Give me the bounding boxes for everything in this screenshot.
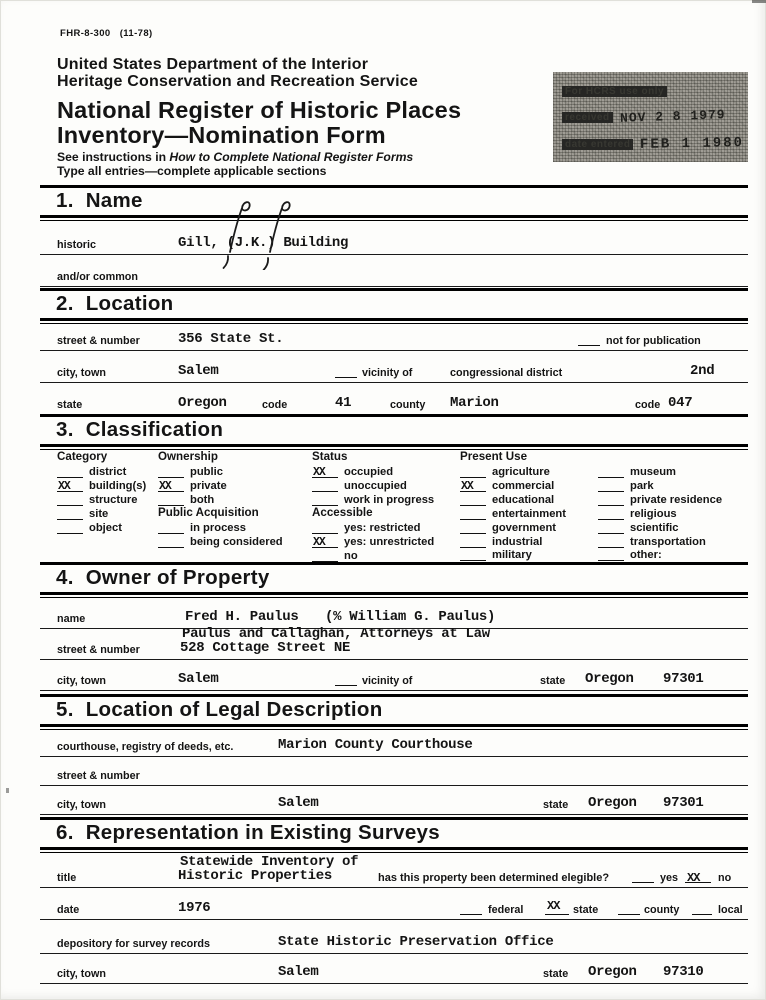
field-survey-city bbox=[40, 957, 748, 984]
present-use-column-2 bbox=[598, 450, 748, 561]
city-town-label: city, town bbox=[57, 367, 106, 379]
scan-artifact bbox=[6, 788, 9, 793]
form-title-line1: National Register of Historic Places bbox=[57, 97, 462, 123]
checkbox-mark: XX bbox=[159, 479, 171, 493]
section-3-header bbox=[40, 414, 748, 454]
survey-state-value: Oregon bbox=[588, 964, 637, 980]
checkbox-line bbox=[312, 550, 338, 562]
checkbox-item-private-residence bbox=[598, 492, 748, 506]
owner-street-line2: 528 Cottage Street NE bbox=[180, 640, 351, 656]
owner-street-label: street & number bbox=[57, 644, 140, 656]
checkbox-label: private bbox=[190, 479, 227, 492]
section-1-header bbox=[40, 185, 748, 225]
ownership-title: Ownership bbox=[158, 450, 218, 463]
local-checkbox bbox=[692, 904, 712, 915]
courthouse-label: courthouse, registry of deeds, etc. bbox=[57, 741, 234, 753]
checkbox-item-yes-unrestricted bbox=[312, 534, 458, 548]
owner-name-label: name bbox=[57, 613, 86, 625]
checkbox-label: agriculture bbox=[492, 466, 550, 479]
instructions-line2: Type all entries—complete applicable sections bbox=[57, 164, 327, 178]
eligibility-question: has this property been determined elegible? bbox=[378, 872, 610, 884]
present-use-title: Present Use bbox=[460, 450, 528, 463]
checkbox-label: government bbox=[492, 521, 557, 534]
checkbox-item-occupied bbox=[312, 464, 458, 478]
checkbox-label: structure bbox=[89, 493, 138, 506]
stamp-received-line bbox=[562, 107, 725, 125]
legal-city-value: Salem bbox=[278, 795, 319, 811]
checkbox-label: yes: unrestricted bbox=[344, 535, 435, 548]
checkbox-line bbox=[158, 494, 184, 506]
not-for-publication-label: not for publication bbox=[606, 335, 701, 347]
section-1-title: 1. Name bbox=[56, 189, 143, 212]
checkbox-line bbox=[158, 466, 184, 478]
section-5-title: 5. Location of Legal Description bbox=[56, 698, 383, 721]
checkbox-item-structure bbox=[57, 492, 157, 506]
checkbox-label: transportation bbox=[630, 535, 706, 548]
field-legal-street bbox=[40, 760, 748, 786]
federal-label: federal bbox=[488, 904, 524, 916]
section-3-title: 3. Classification bbox=[56, 418, 224, 441]
field-courthouse bbox=[40, 730, 748, 757]
checkbox-label: military bbox=[492, 549, 532, 562]
state-checkbox bbox=[545, 899, 569, 915]
checkbox-item-yes-restricted bbox=[312, 520, 458, 534]
historic-label: historic bbox=[57, 239, 96, 251]
status-column bbox=[312, 450, 458, 562]
section-rule bbox=[40, 215, 748, 225]
checkbox-line bbox=[57, 522, 83, 534]
checkbox-line bbox=[460, 494, 486, 506]
instructions-manual-title: How to Complete National Register Forms bbox=[169, 150, 414, 164]
stamp-received-date: NOV 2 8 1979 bbox=[619, 107, 726, 126]
agency-line1: United States Department of the Interior bbox=[57, 56, 369, 73]
checkbox-line bbox=[312, 522, 338, 534]
county-code-value: 047 bbox=[668, 395, 693, 411]
survey-title-label: title bbox=[57, 872, 77, 884]
owner-city-label: city, town bbox=[57, 675, 106, 687]
checkbox-label: yes: restricted bbox=[344, 521, 421, 534]
scan-artifact bbox=[752, 0, 766, 3]
checkbox-line bbox=[598, 494, 624, 506]
stamp-use-only-line bbox=[562, 81, 667, 99]
checkbox-line bbox=[460, 549, 486, 561]
checkbox-line bbox=[312, 494, 338, 506]
checkbox-label: no bbox=[344, 549, 358, 562]
congressional-district-value: 2nd bbox=[690, 363, 715, 379]
checkbox-line bbox=[312, 536, 338, 548]
checkbox-line bbox=[158, 480, 184, 492]
checkbox-line bbox=[312, 466, 338, 478]
historic-value: Gill, (J.K.) Building bbox=[178, 235, 349, 251]
checkbox-item-park bbox=[598, 478, 748, 492]
checkbox-label: commercial bbox=[492, 479, 555, 492]
checkbox-line bbox=[598, 466, 624, 478]
depository-label: depository for survey records bbox=[57, 938, 211, 950]
checkbox-label: object bbox=[89, 521, 122, 534]
courthouse-value: Marion County Courthouse bbox=[278, 737, 473, 753]
common-name-label: and/or common bbox=[57, 271, 138, 283]
checkbox-item-religious bbox=[598, 506, 748, 520]
field-legal-city bbox=[40, 789, 748, 815]
county-checkbox bbox=[618, 904, 640, 915]
survey-date-label: date bbox=[57, 904, 80, 916]
checkbox-label: in process bbox=[190, 521, 246, 534]
section-5-header bbox=[40, 694, 748, 734]
vicinity-label: vicinity of bbox=[362, 367, 413, 379]
checkbox-label: public bbox=[190, 466, 223, 479]
legal-zip-value: 97301 bbox=[663, 795, 704, 811]
checkbox-item-scientific bbox=[598, 520, 748, 534]
owner-city-value: Salem bbox=[178, 671, 219, 687]
stamp-received-label: received bbox=[562, 112, 613, 123]
field-street-number bbox=[40, 322, 748, 351]
checkbox-item-commercial bbox=[460, 478, 598, 492]
eligible-no-label: no bbox=[718, 872, 732, 884]
owner-name-value: Fred H. Paulus bbox=[185, 609, 299, 625]
congressional-district-label: congressional district bbox=[450, 367, 563, 379]
field-common-name bbox=[40, 262, 748, 287]
checkbox-line bbox=[57, 466, 83, 478]
present-use-column-1 bbox=[460, 450, 598, 561]
checkbox-label: religious bbox=[630, 507, 677, 520]
checkbox-item-educational bbox=[460, 492, 598, 506]
checkbox-mark: XX bbox=[687, 871, 700, 885]
state-check-label: state bbox=[573, 904, 599, 916]
checkbox-mark: XX bbox=[313, 466, 325, 480]
section-rule bbox=[40, 592, 748, 602]
section-4-title: 4. Owner of Property bbox=[56, 566, 270, 589]
checkbox-item-buildings bbox=[57, 478, 157, 492]
form-instructions bbox=[57, 150, 413, 178]
checkbox-label: industrial bbox=[492, 535, 543, 548]
checkbox-mark: XX bbox=[547, 899, 560, 913]
checkbox-item-government bbox=[460, 520, 598, 534]
checkbox-item-both bbox=[158, 492, 310, 506]
form-title-line2: Inventory—Nomination Form bbox=[57, 121, 386, 148]
instructions-line1 bbox=[57, 150, 413, 164]
vicinity-label: vicinity of bbox=[362, 675, 413, 687]
checkbox-label: unoccupied bbox=[344, 479, 407, 492]
field-owner-street bbox=[40, 626, 748, 660]
checkbox-item-museum bbox=[598, 464, 748, 478]
checkbox-line bbox=[598, 480, 624, 492]
checkbox-item-district bbox=[57, 464, 157, 478]
field-state-county bbox=[40, 388, 748, 415]
checkbox-line bbox=[598, 522, 624, 534]
checkbox-item-no bbox=[312, 548, 458, 562]
survey-city-value: Salem bbox=[278, 964, 319, 980]
local-check-label: local bbox=[718, 904, 743, 916]
legal-street-label: street & number bbox=[57, 770, 140, 782]
checkbox-label: educational bbox=[492, 493, 555, 506]
section-6-header bbox=[40, 817, 748, 857]
state-label: state bbox=[57, 399, 83, 411]
checkbox-line bbox=[598, 549, 624, 561]
survey-zip-value: 97310 bbox=[663, 964, 704, 980]
section-4-header bbox=[40, 562, 748, 602]
street-number-label: street & number bbox=[57, 335, 140, 347]
checkbox-item-site bbox=[57, 506, 157, 520]
code-label: code bbox=[262, 399, 288, 411]
checkbox-line bbox=[598, 508, 624, 520]
checkbox-mark: XX bbox=[461, 479, 473, 493]
county-check-label: county bbox=[644, 904, 680, 916]
state-value: Oregon bbox=[178, 395, 227, 411]
owner-state-value: Oregon bbox=[585, 671, 634, 687]
checkbox-item-entertainment bbox=[460, 506, 598, 520]
checkbox-label: entertainment bbox=[492, 507, 566, 520]
city-town-value: Salem bbox=[178, 363, 219, 379]
stamp-entered-line bbox=[562, 134, 744, 152]
checkbox-label: building(s) bbox=[89, 479, 147, 492]
checkbox-item-unoccupied bbox=[312, 478, 458, 492]
checkbox-line bbox=[460, 522, 486, 534]
legal-state-label: state bbox=[543, 799, 569, 811]
section-6-title: 6. Representation in Existing Surveys bbox=[56, 821, 440, 844]
checkbox-label: private residence bbox=[630, 493, 723, 506]
checkbox-label: work in progress bbox=[344, 493, 435, 506]
checkbox-label: scientific bbox=[630, 521, 679, 534]
checkbox-mark: XX bbox=[58, 479, 70, 493]
checkbox-item-transportation bbox=[598, 534, 748, 548]
checkbox-mark: XX bbox=[313, 535, 325, 549]
checkbox-item-other bbox=[598, 548, 748, 562]
checkbox-label: district bbox=[89, 466, 127, 479]
checkbox-item-work-in-progress bbox=[312, 492, 458, 506]
owner-state-label: state bbox=[540, 675, 566, 687]
hcrs-date-stamp-box bbox=[553, 72, 748, 162]
vicinity-checkbox bbox=[335, 367, 357, 378]
federal-checkbox bbox=[460, 904, 482, 915]
checkbox-item-object bbox=[57, 520, 157, 534]
vicinity-checkbox bbox=[335, 675, 357, 686]
checkbox-line bbox=[57, 480, 83, 492]
county-value: Marion bbox=[450, 395, 499, 411]
checkbox-line bbox=[57, 508, 83, 520]
owner-street-line1: Paulus and Callaghan, Attorneys at Law bbox=[182, 626, 490, 642]
accessible-title: Accessible bbox=[312, 505, 373, 519]
checkbox-line bbox=[460, 466, 486, 478]
field-depository bbox=[40, 927, 748, 954]
checkbox-line bbox=[460, 536, 486, 548]
checkbox-label: park bbox=[630, 479, 654, 492]
survey-title-line1: Statewide Inventory of bbox=[180, 854, 359, 870]
survey-date-value: 1976 bbox=[178, 900, 211, 916]
checkbox-line bbox=[158, 536, 184, 548]
form-number: FHR-8-300 (11-78) bbox=[60, 28, 153, 39]
field-survey-title bbox=[40, 853, 748, 888]
survey-title-line2: Historic Properties bbox=[178, 868, 332, 884]
field-city-town bbox=[40, 356, 748, 383]
checkbox-line bbox=[57, 494, 83, 506]
checkbox-line bbox=[598, 536, 624, 548]
legal-city-label: city, town bbox=[57, 799, 106, 811]
checkbox-item-in-process bbox=[158, 520, 310, 534]
checkbox-label: museum bbox=[630, 466, 677, 479]
field-survey-date bbox=[40, 892, 748, 920]
survey-city-label: city, town bbox=[57, 968, 106, 980]
category-column bbox=[57, 450, 157, 534]
stamp-use-only-label: For HCRS use only bbox=[562, 86, 667, 97]
checkbox-item-public bbox=[158, 464, 310, 478]
checkbox-label: other: bbox=[630, 549, 662, 562]
eligible-yes-label: yes bbox=[660, 872, 679, 884]
checkbox-line bbox=[460, 508, 486, 520]
checkbox-item-industrial bbox=[460, 534, 598, 548]
form-title bbox=[57, 98, 461, 147]
checkbox-line bbox=[312, 480, 338, 492]
checkbox-label: being considered bbox=[190, 535, 283, 548]
checkbox-item-military bbox=[460, 548, 598, 562]
stamp-entered-date: FEB 1 1980 bbox=[640, 135, 745, 153]
not-for-publication-checkbox bbox=[578, 335, 600, 346]
checkbox-label: site bbox=[89, 507, 109, 520]
field-owner-name bbox=[40, 602, 748, 629]
stamp-entered-label: date entered bbox=[562, 139, 633, 150]
ownership-column bbox=[158, 450, 310, 548]
section-2-title: 2. Location bbox=[56, 292, 174, 315]
eligible-no-checkbox bbox=[685, 872, 711, 883]
street-number-value: 356 State St. bbox=[178, 331, 284, 347]
code-label: code bbox=[635, 399, 661, 411]
owner-name-care-of: (% William G. Paulus) bbox=[325, 609, 496, 625]
survey-state-label: state bbox=[543, 968, 569, 980]
depository-value: State Historic Preservation Office bbox=[278, 934, 554, 950]
category-title: Category bbox=[57, 450, 108, 463]
status-title: Status bbox=[312, 450, 348, 463]
instructions-pre: See instructions in bbox=[57, 150, 170, 164]
checkbox-item-being-considered bbox=[158, 534, 310, 548]
eligible-yes-checkbox bbox=[632, 872, 654, 883]
agency-name bbox=[57, 57, 418, 90]
owner-zip-value: 97301 bbox=[663, 671, 704, 687]
agency-line2: Heritage Conservation and Recreation Service bbox=[57, 72, 418, 90]
legal-state-value: Oregon bbox=[588, 795, 637, 811]
column-spacer bbox=[598, 450, 748, 464]
field-historic-name bbox=[40, 228, 748, 255]
checkbox-line bbox=[158, 522, 184, 534]
state-code-value: 41 bbox=[335, 395, 352, 411]
checkbox-item-agriculture bbox=[460, 464, 598, 478]
checkbox-label: both bbox=[190, 493, 215, 506]
county-label: county bbox=[390, 399, 426, 411]
checkbox-item-private bbox=[158, 478, 310, 492]
field-owner-city bbox=[40, 664, 748, 691]
public-acquisition-title: Public Acquisition bbox=[158, 505, 259, 519]
checkbox-line bbox=[460, 480, 486, 492]
checkbox-label: occupied bbox=[344, 466, 394, 479]
